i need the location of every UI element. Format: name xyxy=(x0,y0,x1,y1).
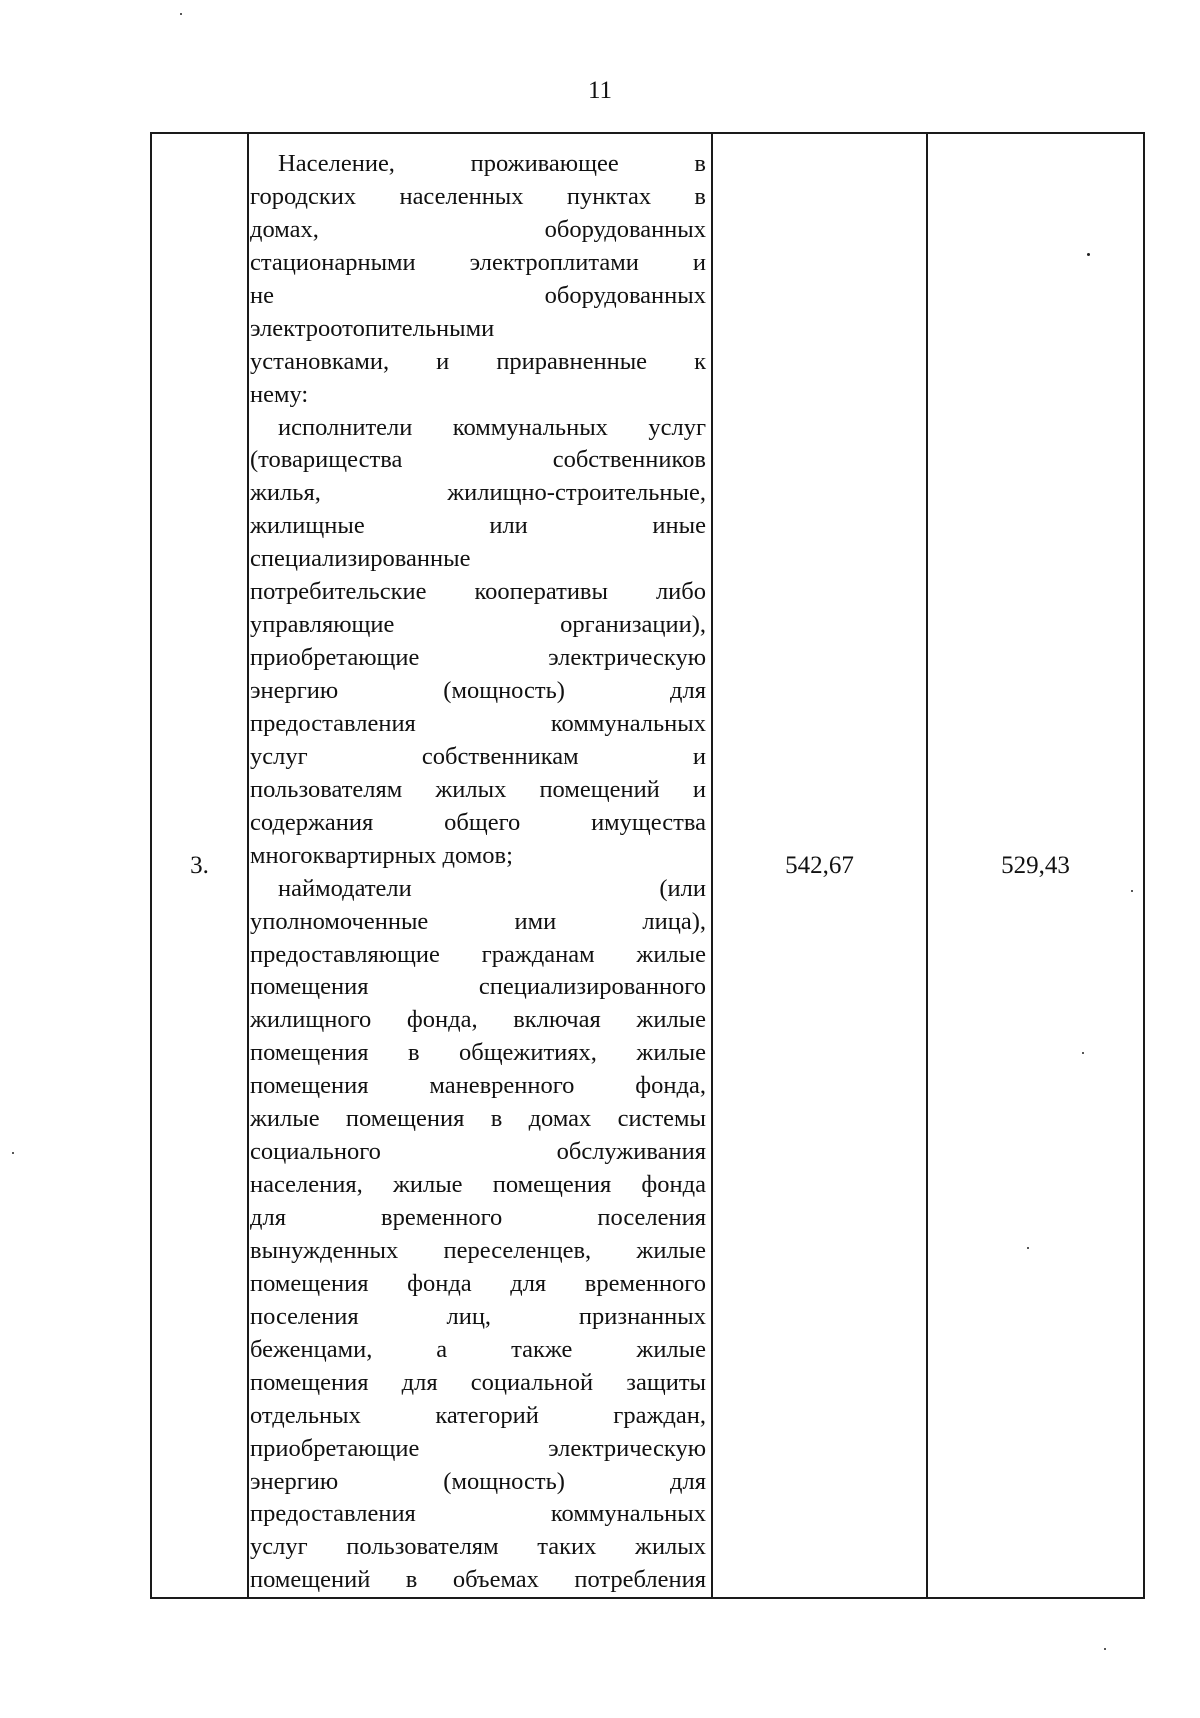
description-line: беженцами, а также жилые xyxy=(250,1335,706,1363)
description-line: наймодатели (или xyxy=(278,874,706,902)
description-line: помещения маневренного фонда, xyxy=(250,1072,706,1100)
description-line: специализированные xyxy=(250,545,471,573)
description-line: пользователям жилых помещений и xyxy=(250,775,706,803)
row-description-cell xyxy=(250,148,706,1597)
value-1-cell xyxy=(713,134,926,1597)
value-2-cell xyxy=(928,134,1143,1597)
description-line: помещения для социальной защиты xyxy=(250,1368,706,1396)
description-line: домах, оборудованных xyxy=(250,215,706,243)
description-line: городских населенных пунктах в xyxy=(250,182,706,210)
row-index-cell xyxy=(152,134,247,1597)
description-line: многоквартирных домов; xyxy=(250,841,513,869)
description-line: вынужденных переселенцев, жилые xyxy=(250,1236,706,1264)
description-line: уполномоченные ими лица), xyxy=(250,907,706,935)
description-line: не оборудованных xyxy=(250,281,706,309)
description-line: электроотопительными xyxy=(250,314,495,342)
description-line: содержания общего имущества xyxy=(250,808,706,836)
column-divider xyxy=(247,134,249,1597)
description-line: жилья, жилищно-строительные, xyxy=(250,479,706,507)
description-line: услуг собственникам и xyxy=(250,742,706,770)
scan-speck xyxy=(180,13,182,15)
description-line: энергию (мощность) для xyxy=(250,1467,706,1495)
description-line: помещения специализированного xyxy=(250,973,706,1001)
scan-speck xyxy=(12,1152,14,1154)
description-line: предоставляющие гражданам жилые xyxy=(250,940,706,968)
description-line: поселения лиц, признанных xyxy=(250,1302,706,1330)
description-line: предоставления коммунальных xyxy=(250,709,706,737)
description-line: стационарными электроплитами и xyxy=(250,248,706,276)
tariff-table xyxy=(150,132,1145,1599)
scan-speck xyxy=(1027,1247,1029,1249)
description-line: нему: xyxy=(250,380,309,408)
description-line: услуг пользователям таких жилых xyxy=(250,1533,706,1561)
tariff-value-1: 542,67 xyxy=(785,851,854,879)
scan-speck xyxy=(1131,890,1133,892)
description-line: помещения в общежитиях, жилые xyxy=(250,1039,706,1067)
scan-speck xyxy=(1104,1648,1106,1650)
description-line: жилищного фонда, включая жилые xyxy=(250,1006,706,1034)
description-line: социального обслуживания xyxy=(250,1138,706,1166)
description-line: жилищные или иные xyxy=(250,512,706,540)
description-line: установками, и приравненные к xyxy=(250,347,706,375)
description-line: жилые помещения в домах системы xyxy=(250,1105,706,1133)
row-index: 3. xyxy=(190,851,209,879)
description-line: помещения фонда для временного xyxy=(250,1269,706,1297)
description-line: для временного поселения xyxy=(250,1204,706,1231)
description-line: приобретающие электрическую xyxy=(250,1434,706,1462)
description-line: потребительские кооперативы либо xyxy=(250,578,706,606)
description-line: отдельных категорий граждан, xyxy=(250,1401,706,1429)
description-line: населения, жилые помещения фонда xyxy=(250,1171,706,1199)
description-line: помещений в объемах потребления xyxy=(250,1566,706,1594)
scan-speck xyxy=(1082,1052,1084,1054)
description-line: предоставления коммунальных xyxy=(250,1500,706,1528)
description-line: исполнители коммунальных услуг xyxy=(278,413,706,441)
description-line: (товарищества собственников xyxy=(250,446,706,474)
description-line: Население, проживающее в xyxy=(278,150,706,177)
page-number: 11 xyxy=(587,77,613,104)
description-line: приобретающие электрическую xyxy=(250,644,706,672)
tariff-value-2: 529,43 xyxy=(1001,851,1070,879)
description-line: энергию (мощность) для xyxy=(250,677,706,704)
scan-speck xyxy=(1087,253,1090,256)
description-line: управляющие организации), xyxy=(250,611,706,639)
